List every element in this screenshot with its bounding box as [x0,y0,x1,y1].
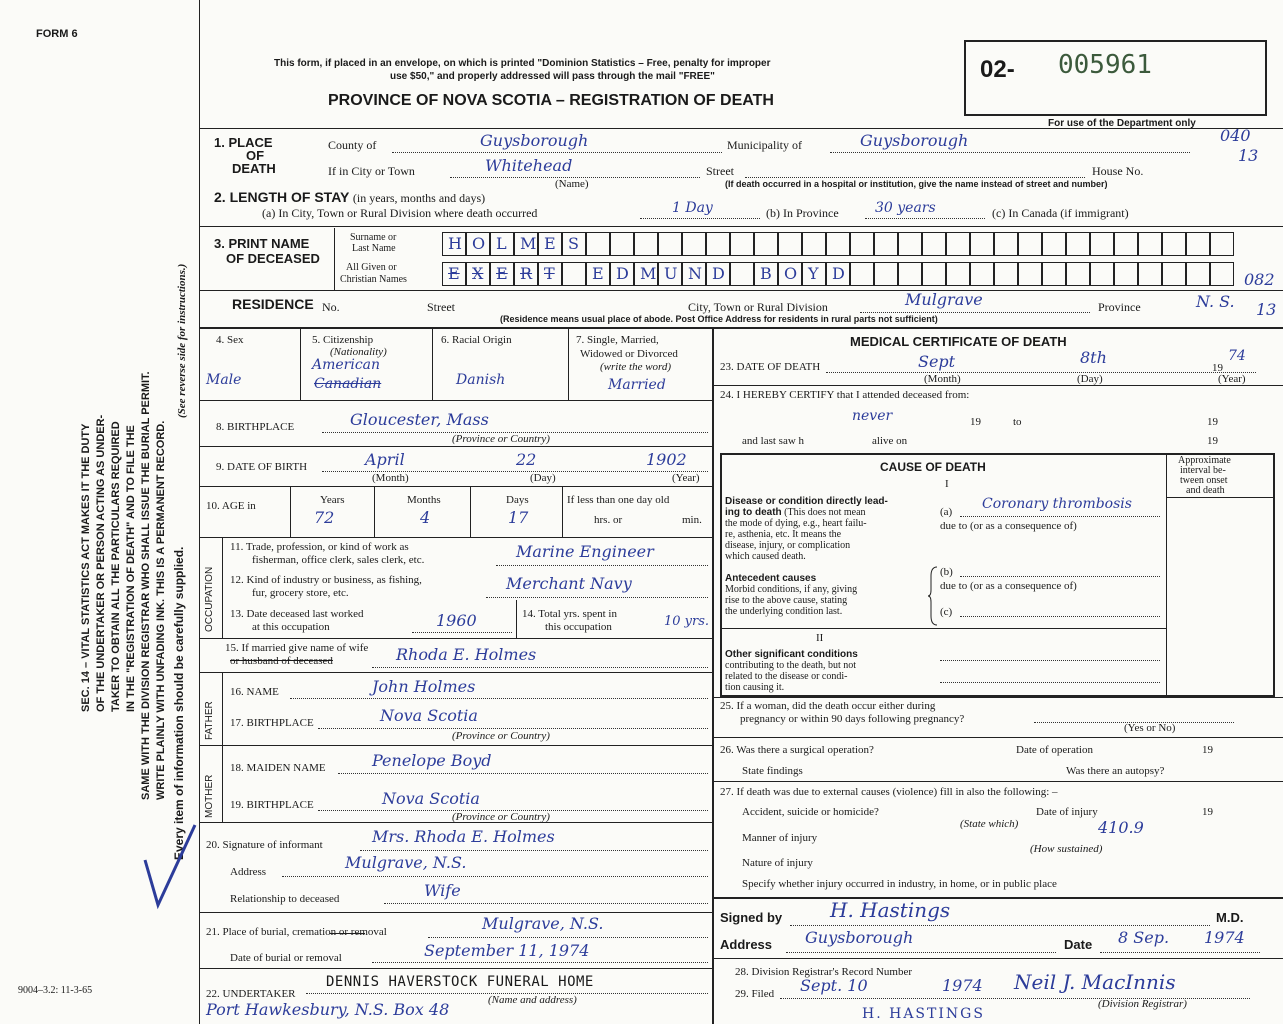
disease-desc-5: disease, injury, or complication [725,540,851,551]
industry-value: Merchant Navy [506,574,632,593]
alive-on-label: alive on [872,435,908,447]
trade-label1: 11. Trade, profession, or kind of work as [230,541,409,553]
sec14-line1: SEC. 14 – VITAL STATISTICS ACT MAKES IT THE DUTY [80,423,92,712]
dob-label: 9. DATE OF BIRTH [216,461,308,473]
undertaker-caption: (Name and address) [488,994,577,1006]
letter: E [592,264,604,283]
operation-date-label: Date of operation [1016,744,1093,756]
attended-from-year: 19 [970,416,981,428]
letter-box [1138,232,1162,256]
residence-note: (Residence means usual place of abode. Post Office Address for residents in rural parts not sufficient) [500,314,938,324]
age-months-value: 4 [420,508,431,527]
letter-box [1162,232,1186,256]
letter: D [616,264,629,283]
letter-box [586,262,610,286]
street-label: Street [706,164,734,178]
stay-canada-label: (c) In Canada (if immigrant) [992,206,1129,220]
informant-label: 20. Signature of informant [206,839,323,851]
filed-date: Sept. 10 [800,976,868,995]
dob-year: 1902 [646,450,687,469]
place-of-label: OF [246,148,265,163]
letter: T [544,264,555,283]
undertaker-value: DENNIS HAVERSTOCK FUNERAL HOME [326,974,594,990]
attended-to-year: 19 [1207,416,1218,428]
pregnancy-label1: 25. If a woman, did the death occur either during [720,700,936,712]
attended-to-label: to [1013,416,1022,428]
dob-day-caption: (Day) [530,472,556,484]
mother-side-label: MOTHER [204,774,215,818]
filed-label: 29. Filed [735,988,775,1000]
informant-signature: Mrs. Rhoda E. Holmes [372,827,555,846]
state-which-caption: (State which) [960,818,1019,830]
place-death-label: DEATH [232,161,276,176]
residence-code1: 082 [1244,270,1275,289]
city-name-caption: (Name) [555,178,589,190]
sex-label: 4. Sex [216,334,244,346]
death-month: Sept [918,352,956,371]
signed-by-label: Signed by [720,910,783,925]
letter-box [898,232,922,256]
physician-date-year: 1974 [1204,928,1245,947]
relationship-value: Wife [424,881,461,900]
manner-label: Manner of injury [742,832,818,844]
disease-desc-6: which caused death. [725,551,806,562]
physician-date-label: Date [1064,937,1093,952]
length-of-stay-label: 2. LENGTH OF STAY (in years, months and days) [214,189,486,205]
medical-heading: MEDICAL CERTIFICATE OF DEATH [850,334,1067,349]
surname-label1: Surname or [350,232,397,243]
spouse-label2: or husband of deceased [230,655,333,667]
letter-box [1186,232,1210,256]
disease-desc-4: re, asthenia, etc. It means the [725,529,842,540]
letter-box [466,232,490,256]
other-cond-2: contributing to the death, but not [725,660,857,671]
letter-box [1138,262,1162,286]
birthplace-caption: (Province or Country) [452,433,550,445]
letter-box [466,262,490,286]
cause-a-label: (a) [940,506,953,518]
letter: N [688,264,702,283]
approx-interval-3: tween onset [1180,475,1228,486]
letter-box [1210,262,1234,286]
letter-box [922,262,946,286]
form-title: PROVINCE OF NOVA SCOTIA – REGISTRATION OF DEATH [328,92,774,109]
trade-label2: fisherman, office clerk, sales clerk, etc. [252,554,425,566]
letter-box [970,262,994,286]
sec14-line4: IN THE "REGISTRATION OF DEATH" AND TO FILE THE [125,425,137,712]
letter-box [586,232,610,256]
given-name-letter-boxes [442,262,1282,286]
letter-box [898,262,922,286]
hospital-note: (If death occurred in a hospital or institution, give the name instead of street and number) [725,179,1108,189]
letter-box [826,232,850,256]
death-day-caption: (Day) [1077,373,1103,385]
informant-address-label: Address [230,866,267,878]
disease-desc-2: ing to death (This does not mean [725,507,866,518]
informant-address-value: Mulgrave, N.S. [345,853,467,872]
specify-label: Specify whether injury occurred in industry, in home, or in public place [742,878,1057,890]
less-day-label: If less than one day old [567,494,670,506]
marital-label3: (write the word) [600,361,672,373]
father-birthplace-value: Nova Scotia [380,706,478,725]
other-cond-3: related to the disease or condi- [725,671,848,682]
letter: X [472,264,484,283]
letter: O [472,234,486,253]
letter-box [730,232,754,256]
total-yrs-value: 10 yrs. [664,614,710,629]
letter: S [568,234,579,253]
last-saw-label: and last saw h [742,435,805,447]
disease-desc-3: the mode of dying, e.g., heart failu- [725,518,867,529]
part-two-roman: II [816,632,824,644]
last-worked-label2: at this occupation [252,621,330,633]
certify-label: 24. I HEREBY CERTIFY that I attended deceased from: [720,389,970,401]
burial-place-label: 21. Place of burial, cremation or removal [206,926,387,938]
racial-origin-label: 6. Racial Origin [441,334,512,346]
letter-box [1066,262,1090,286]
dob-day: 22 [516,450,537,469]
municipality-value: Guysborough [860,131,969,150]
other-cond-4: tion causing it. [725,682,785,693]
residence-province-label: Province [1098,300,1141,314]
dob-month-caption: (Month) [372,472,409,484]
physician-printed-name: H. HASTINGS [862,1006,985,1022]
letter-box [658,232,682,256]
residence-city-value: Mulgrave [905,290,983,309]
part-one-roman: I [945,478,949,490]
letter-box [1186,262,1210,286]
residence-label: RESIDENCE [232,296,314,312]
relationship-label: Relationship to deceased [230,893,340,905]
county-label: County of [328,138,377,152]
antecedent-4: the underlying condition last. [725,606,843,617]
mother-name-label: 18. MAIDEN NAME [230,762,326,774]
letter-box [1042,262,1066,286]
letter: E [544,234,556,253]
letter-box [706,232,730,256]
letter-box [538,262,562,286]
given-label1: All Given or [346,262,397,273]
attended-from: never [852,408,893,424]
letter-box [514,262,538,286]
birthplace-label: 8. BIRTHPLACE [216,421,295,433]
registrar-signature: Neil J. MacInnis [1014,970,1176,994]
last-worked-label1: 13. Date deceased last worked [230,608,364,620]
citizenship-label: 5. Citizenship [312,334,374,346]
md-label: M.D. [1216,910,1244,925]
letter-box [994,232,1018,256]
marital-value: Married [608,377,666,393]
residence-code2: 13 [1256,300,1277,319]
letter-box [1042,232,1066,256]
letter: H [448,234,462,253]
other-cond-1: Other significant conditions [725,649,858,660]
age-years-label: Years [320,494,345,506]
burial-place-value: Mulgrave, N.S. [482,914,604,933]
letter-box [610,232,634,256]
form-number: FORM 6 [36,28,78,40]
registration-number: 005961 [1058,50,1152,80]
age-months-label: Months [407,494,441,506]
sec14-line5: SAME WITH THE DIVISION REGISTRAR WHO SHALL ISSUE THE BURIAL PERMIT. [140,371,152,800]
how-sustained-caption: (How sustained) [1030,843,1103,855]
age-years-value: 72 [314,508,335,527]
operation-year: 19 [1202,744,1213,756]
letter: D [832,264,845,283]
of-deceased-label: OF DECEASED [226,251,320,266]
see-reverse-note: (See reverse side for instructions.) [176,263,188,418]
death-month-caption: (Month) [924,373,961,385]
letter-box [562,262,586,286]
dob-year-caption: (Year) [672,472,700,484]
stay-province-value: 30 years [875,200,936,216]
registration-number-box [964,40,1267,116]
yes-no-caption: (Yes or No) [1124,722,1176,734]
letter-box [490,232,514,256]
accident-label: Accident, suicide or homicide? [742,806,879,818]
due-to-b: due to (or as a consequence of) [940,580,1077,592]
letter: U [664,264,678,283]
death-day: 8th [1080,348,1107,367]
department-use-label: For use of the Department only [1048,118,1196,129]
letter-box [490,262,514,286]
letter-box [538,232,562,256]
antecedent-2: Morbid conditions, if any, giving [725,584,858,595]
nationality-label: (Nationality) [330,346,387,358]
physician-date: 8 Sep. [1118,928,1170,947]
mother-name-value: Penelope Boyd [372,751,492,770]
spouse-label1: 15. If married give name of wife [225,642,369,654]
letter-box [754,232,778,256]
age-label: 10. AGE in [206,500,256,512]
letter-box [1090,262,1114,286]
letter-box [562,232,586,256]
letter-box [778,232,802,256]
sec14-line2: OF THE UNDERTAKER OR PERSON ACTING AS UNDER- [95,414,107,712]
city-value: Whitehead [485,156,573,175]
letter-box [922,232,946,256]
letter-box [1162,262,1186,286]
sec14-line6: WRITE PLAINLY WITH UNFADING INK. THIS IS A PERMANENT RECORD. [155,420,167,800]
letter-box [658,262,682,286]
death-year-caption: (Year) [1218,373,1246,385]
alive-on-year: 19 [1207,435,1218,447]
letter: L [496,234,507,253]
burial-date-label: Date of burial or removal [230,952,342,964]
residence-city-label: City, Town or Rural Division [688,300,828,314]
mother-birthplace-label: 19. BIRTHPLACE [230,799,314,811]
physician-address-label: Address [720,937,773,952]
mother-birthplace-value: Nova Scotia [382,789,480,808]
letter-box [778,262,802,286]
cause-a-value: Coronary thrombosis [982,496,1132,512]
letter-box [682,232,706,256]
municipality-code: 13 [1238,146,1259,165]
letter: M [520,234,537,253]
father-birthplace-label: 17. BIRTHPLACE [230,717,314,729]
physician-address: Guysborough [805,928,914,947]
letter: E [448,264,460,283]
letter-box [442,232,466,256]
filed-year: 1974 [942,976,983,995]
letter-box [946,262,970,286]
letter-box [442,262,466,286]
letter: O [784,264,798,283]
age-days-value: 17 [508,508,529,527]
municipality-label: Municipality of [727,138,802,152]
citizenship-value: American [312,357,381,373]
residence-street-label: Street [427,300,455,314]
sex-value: Male [206,372,242,388]
letter: E [496,264,508,283]
letter-box [730,262,754,286]
letter-box [970,232,994,256]
mother-birthplace-caption: (Province or Country) [452,811,550,823]
father-name-value: John Holmes [372,677,476,696]
residence-no-label: No. [322,300,340,314]
last-worked-value: 1960 [436,611,477,630]
death-date-label: 23. DATE OF DEATH [720,361,821,373]
dob-month: April [365,450,405,469]
letter-box [1114,232,1138,256]
sec14-line3: TAKER TO OBTAIN ALL THE PARTICULARS REQUIRED [110,421,122,712]
given-label2: Christian Names [340,274,407,285]
division-registrar-caption: (Division Registrar) [1098,998,1187,1010]
house-label: House No. [1092,164,1144,178]
nature-label: Nature of injury [742,857,813,869]
burial-date-value: September 11, 1974 [424,941,590,960]
county-value: Guysborough [480,131,589,150]
marital-label1: 7. Single, Married, [576,334,659,346]
registration-prefix: 02- [980,56,1015,83]
injury-date-label: Date of injury [1036,806,1098,818]
antecedent-3: rise to the above cause, stating [725,595,848,606]
every-item-note: Every item of information should be carefully supplied. [172,546,186,860]
father-side-label: FATHER [204,701,215,740]
pregnancy-label2: pregnancy or within 90 days following pregnancy? [740,713,965,725]
city-label: If in City or Town [328,164,415,178]
letter: M [640,264,657,283]
cause-heading: CAUSE OF DEATH [880,460,986,474]
letter-box [706,262,730,286]
surname-label2: Last Name [352,243,396,254]
letter-box [1090,232,1114,256]
spouse-value: Rhoda E. Holmes [396,645,537,664]
stay-city-label: (a) In City, Town or Rural Division where death occurred [262,206,538,220]
letter-box [802,262,826,286]
citizenship-struck: Canadian [314,376,382,392]
father-name-label: 16. NAME [230,686,279,698]
undertaker-address: Port Hawkesbury, N.S. Box 48 [206,1000,450,1019]
letter-box [1066,232,1090,256]
external-causes-label: 27. If death was due to external causes (violence) fill in also the following: – [720,786,1058,798]
cause-b-label: (b) [940,566,953,578]
letter-box [850,262,874,286]
letter-box [826,262,850,286]
letter-box [874,232,898,256]
cause-code: 410.9 [1098,818,1144,837]
letter-box [874,262,898,286]
letter-box [850,232,874,256]
surname-letter-boxes [442,232,1282,256]
letter-box [514,232,538,256]
death-year: 74 [1228,348,1246,364]
autopsy-label: Was there an autopsy? [1066,765,1165,777]
record-number-label: 28. Division Registrar's Record Number [735,966,913,978]
letter-box [1210,232,1234,256]
letter-box [1018,232,1042,256]
letter-box [634,262,658,286]
occupation-side-label: OCCUPATION [204,566,215,632]
findings-label: State findings [742,765,803,777]
letter-box [754,262,778,286]
min-label: min. [682,514,702,526]
racial-origin-value: Danish [456,372,506,388]
approx-interval-2: interval be- [1180,465,1226,476]
age-days-label: Days [506,494,529,506]
approx-interval-1: Approximate [1178,455,1231,466]
letter: B [760,264,772,283]
disease-desc-1: Disease or condition directly lead- [725,496,888,507]
mail-notice-line2: use $50," and properly addressed will pass through the mail "FREE" [390,71,715,82]
letter-box [802,232,826,256]
hrs-label: hrs. or [594,514,623,526]
approval-checkmark [140,820,200,910]
letter-box [634,232,658,256]
death-year-prefix: 19 [1212,362,1223,374]
letter-box [946,232,970,256]
stay-city-value: 1 Day [672,200,713,216]
birthplace-value: Gloucester, Mass [350,410,489,429]
letter: D [712,264,725,283]
letter-box [1114,262,1138,286]
physician-signature: H. Hastings [830,898,951,922]
letter: Y [808,264,819,283]
cause-c-label: (c) [940,606,953,618]
residence-province-value: N. S. [1196,292,1235,311]
letter-box [994,262,1018,286]
print-name-label: 3. PRINT NAME [214,236,310,251]
total-yrs-label2: this occupation [545,621,612,633]
injury-year: 19 [1202,806,1213,818]
industry-label2: fur, grocery store, etc. [252,587,349,599]
letter-box [1018,262,1042,286]
letter-box [682,262,706,286]
father-birthplace-caption: (Province or Country) [452,730,550,742]
trade-value: Marine Engineer [516,542,654,561]
letter: R [520,264,533,283]
county-code: 040 [1220,126,1251,145]
antecedent-1: Antecedent causes [725,573,817,584]
footer-code: 9004–3.2: 11-3-65 [18,985,93,996]
mail-notice-line1: This form, if placed in an envelope, on which is printed "Dominion Statistics – Free, penalty for improper [274,58,771,69]
letter-box [610,262,634,286]
place-label: 1. PLACE [214,135,273,150]
total-yrs-label1: 14. Total yrs. spent in [522,608,617,620]
approx-interval-4: and death [1186,485,1225,496]
due-to-a: due to (or as a consequence of) [940,520,1077,532]
surgery-label: 26. Was there a surgical operation? [720,744,874,756]
industry-label1: 12. Kind of industry or business, as fishing, [230,574,422,586]
stay-province-label: (b) In Province [766,206,839,220]
marital-label2: Widowed or Divorced [580,348,678,360]
undertaker-label: 22. UNDERTAKER [206,988,296,1000]
antecedent-brace [928,566,938,626]
